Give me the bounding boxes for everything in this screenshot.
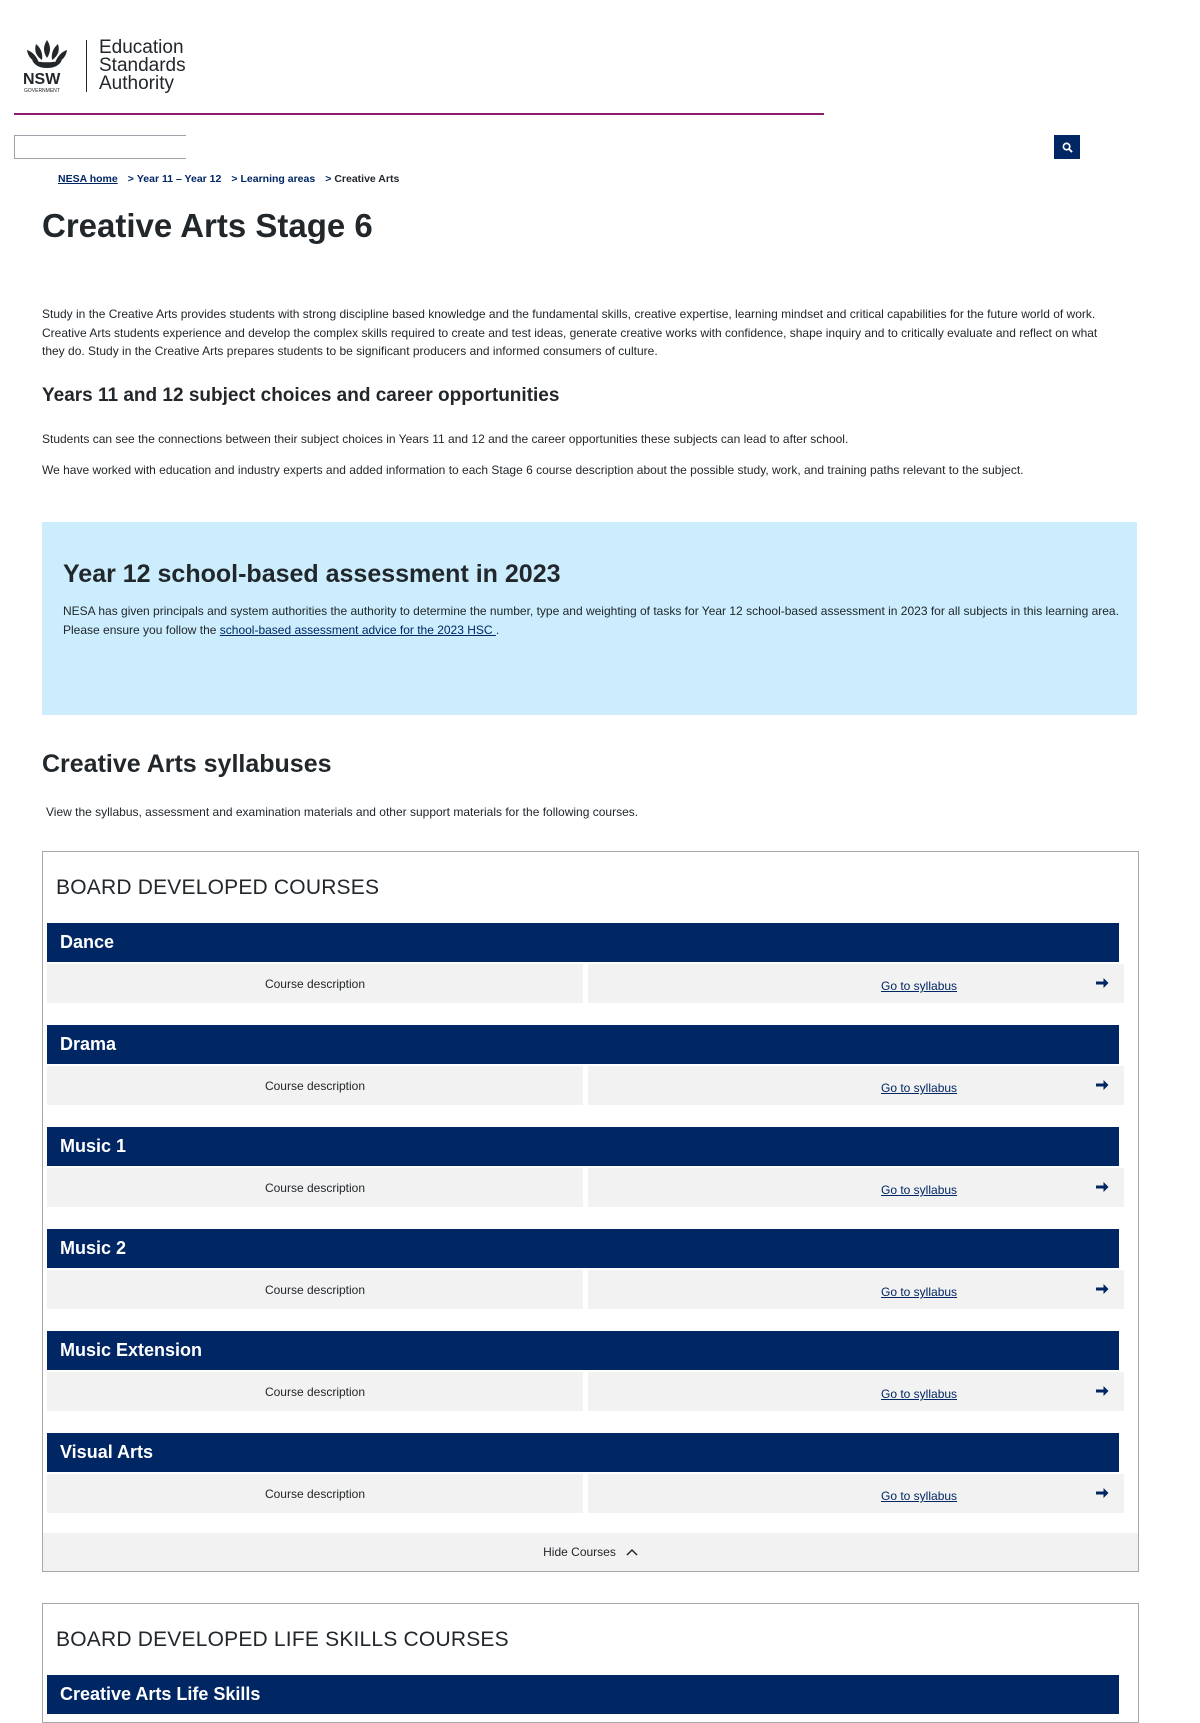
breadcrumb-link-years[interactable]: Year 11 – Year 12 — [136, 173, 222, 185]
logo-divider — [86, 40, 87, 92]
org-name-line: Authority — [99, 73, 174, 94]
course-title: Music 2 — [47, 1229, 1119, 1268]
course-block — [47, 1025, 1139, 1105]
hide-courses-label: Hide Courses — [543, 1545, 616, 1559]
arrow-right-icon — [1094, 1077, 1110, 1093]
course-links-row — [47, 964, 1139, 1003]
go-to-syllabus-cell[interactable] — [588, 1474, 1124, 1513]
go-to-syllabus-cell[interactable] — [588, 1372, 1124, 1411]
go-to-syllabus-cell[interactable] — [588, 1270, 1124, 1309]
chevron-right-icon: > — [325, 173, 332, 185]
search-button[interactable] — [1054, 135, 1080, 159]
course-title: Dance — [47, 923, 1119, 962]
chevron-up-icon — [626, 1548, 638, 1556]
go-to-syllabus-link[interactable]: Go to syllabus — [881, 1183, 958, 1197]
course-links-row — [47, 1474, 1139, 1513]
org-name — [99, 39, 186, 93]
course-block — [47, 1331, 1139, 1411]
org-name-line: Education — [99, 37, 184, 58]
arrow-right-icon — [1094, 1383, 1110, 1399]
assessment-notice — [42, 522, 1137, 715]
course-title: Creative Arts Life Skills — [47, 1675, 1119, 1714]
arrow-right-icon — [1094, 1281, 1110, 1297]
course-block — [47, 1229, 1139, 1309]
careers-heading: Years 11 and 12 subject choices and career opportunities — [42, 385, 560, 406]
go-to-syllabus-link[interactable]: Go to syllabus — [881, 1285, 958, 1299]
go-to-syllabus-cell[interactable] — [588, 964, 1124, 1003]
course-block — [47, 923, 1139, 1003]
intro-paragraph: Study in the Creative Arts provides students with strong discipline based knowledge and the fundamental skills, creative expertise, learning mindset and critical capabilities for the future world of work. Creative Arts students experience and develop the complex skills required to create and test ideas, generate creative works with confidence, shape inquiry and to critically evaluate and reflect on what they do. Study in the Creative Arts prepares students to be significant producers and informed consumers of culture. — [42, 307, 1098, 358]
site-logo[interactable] — [22, 38, 186, 94]
course-title: Drama — [47, 1025, 1119, 1064]
course-links-row — [47, 1066, 1139, 1105]
life-skills-panel — [42, 1603, 1139, 1723]
course-description-link[interactable]: Course description — [47, 964, 583, 1003]
panel-title: BOARD DEVELOPED LIFE SKILLS COURSES — [56, 1628, 509, 1651]
course-description-link[interactable]: Course description — [47, 1270, 583, 1309]
course-description-link[interactable]: Course description — [47, 1168, 583, 1207]
search-icon — [1062, 142, 1073, 153]
go-to-syllabus-cell[interactable] — [588, 1168, 1124, 1207]
breadcrumb — [58, 173, 399, 185]
arrow-right-icon — [1094, 1485, 1110, 1501]
course-description-link[interactable]: Course description — [47, 1372, 583, 1411]
course-links-row — [47, 1372, 1139, 1411]
syllabuses-intro: View the syllabus, assessment and examination materials and other support materials for the following courses. — [46, 805, 639, 819]
course-title: Visual Arts — [47, 1433, 1119, 1472]
page-title: Creative Arts Stage 6 — [42, 207, 373, 244]
breadcrumb-link-learning-areas[interactable]: Learning areas — [240, 173, 316, 185]
notice-text-after: . — [495, 622, 500, 637]
header-rule — [14, 113, 824, 115]
svg-text:GOVERNMENT: GOVERNMENT — [24, 88, 60, 94]
notice-text-before: NESA has given principals and system authorities the authority to determine the number, type and weighting of tasks for Year 12 school-based assessment in 2023 for all subjects in this learning area. Please ensure you follow the — [63, 604, 1119, 637]
course-title: Music 1 — [47, 1127, 1119, 1166]
notice-heading: Year 12 school-based assessment in 2023 — [63, 560, 561, 588]
course-links-row — [47, 1168, 1139, 1207]
go-to-syllabus-cell[interactable] — [588, 1066, 1124, 1105]
go-to-syllabus-link[interactable]: Go to syllabus — [881, 1081, 958, 1095]
arrow-right-icon — [1094, 1179, 1110, 1195]
chevron-right-icon: > — [127, 173, 134, 185]
board-courses-panel — [42, 851, 1139, 1572]
go-to-syllabus-link[interactable]: Go to syllabus — [881, 1489, 958, 1503]
breadcrumb-current: Creative Arts — [334, 173, 400, 185]
course-block — [47, 1675, 1139, 1714]
course-description-link[interactable]: Course description — [47, 1474, 583, 1513]
go-to-syllabus-link[interactable]: Go to syllabus — [881, 979, 958, 993]
careers-paragraph-2: We have worked with education and industry experts and added information to each Stage 6 course description about the possible study, work, and training paths relevant to the subject. — [42, 463, 1024, 477]
go-to-syllabus-link[interactable]: Go to syllabus — [881, 1387, 958, 1401]
assessment-advice-link[interactable]: school-based assessment advice for the 2023 HSC — [219, 622, 496, 637]
chevron-right-icon: > — [231, 173, 238, 185]
course-links-row — [47, 1270, 1139, 1309]
course-description-link[interactable]: Course description — [47, 1066, 583, 1105]
careers-paragraph-1: Students can see the connections between their subject choices in Years 11 and 12 and the career opportunities these subjects can lead to after school. — [42, 432, 849, 446]
notice-text — [63, 602, 1123, 639]
course-block — [47, 1127, 1139, 1207]
course-block — [47, 1433, 1139, 1513]
arrow-right-icon — [1094, 975, 1110, 991]
course-title: Music Extension — [47, 1331, 1119, 1370]
svg-text:NSW: NSW — [23, 71, 61, 88]
breadcrumb-link-home[interactable]: NESA home — [58, 173, 118, 185]
search-input[interactable] — [14, 135, 186, 159]
waratah-logo-icon — [22, 38, 72, 94]
syllabuses-heading: Creative Arts syllabuses — [42, 750, 332, 778]
panel-title: BOARD DEVELOPED COURSES — [56, 876, 380, 899]
hide-courses-button[interactable] — [43, 1533, 1138, 1571]
org-name-line: Standards — [99, 55, 186, 76]
